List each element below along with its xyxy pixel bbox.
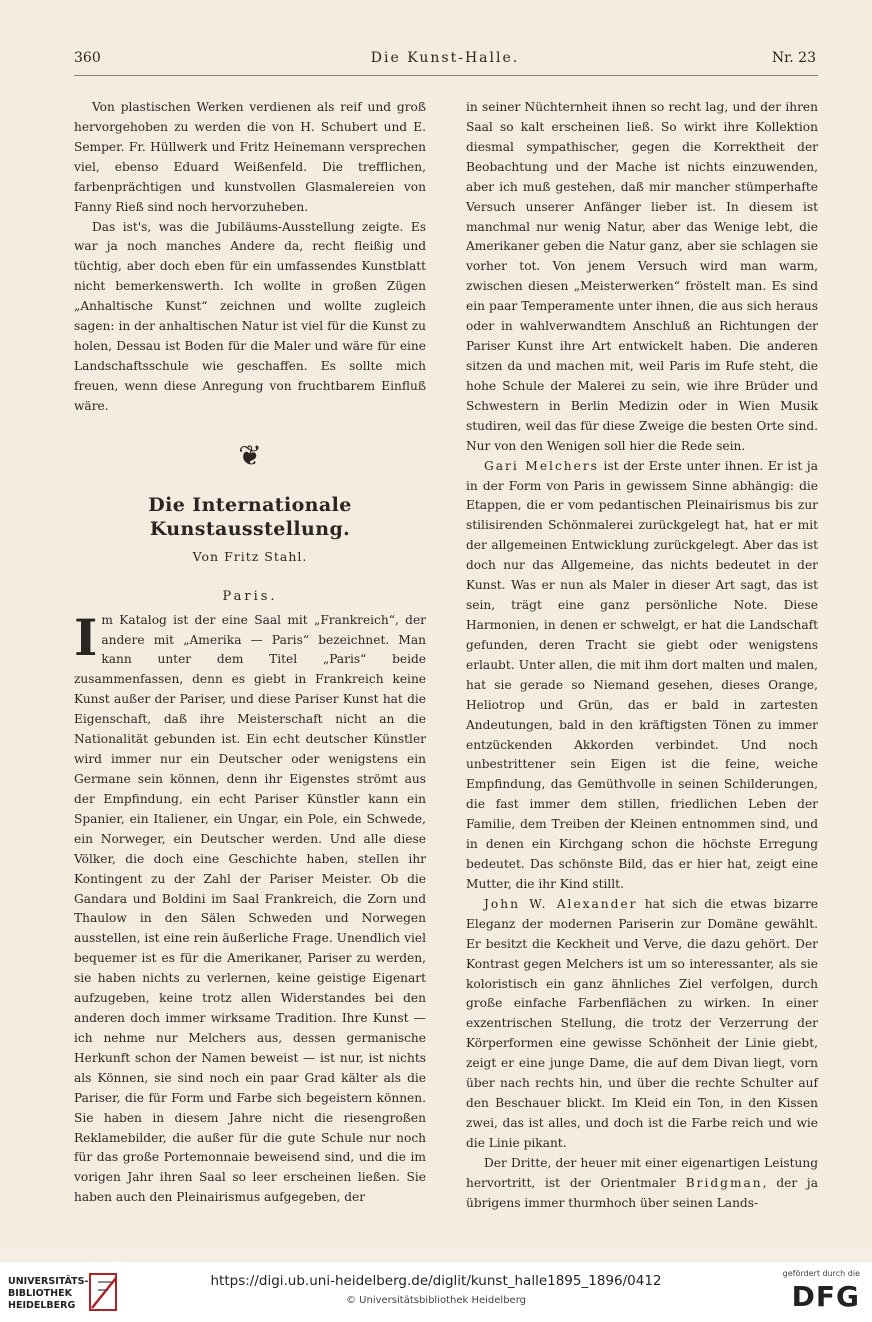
ornament-icon: ❦ — [238, 438, 262, 472]
page-number: 360 — [74, 50, 101, 66]
paragraph: Das ist's, was die Jubiläums-Ausstellung zeigte. Es war ja noch manches Andere da, recht fleißig und tüchtig, aber doch eben für ein umfassendes Kunstblatt nicht bemerkenswerth. Ich wollte in großen Zügen „Anhaltische Kunst“ zeichnen und wollte zugleich sagen: in der anhaltischen Natur ist viel für die Kunst zu holen, Dessau ist Boden für die Maler und wäre für eine Landschaftsschule wie geschaffen. Es sollte mich freuen, wenn diese Anregung von fruchtbarem Einfluß wäre. — [74, 219, 426, 413]
permalink-url[interactable]: https://digi.ub.uni-heidelberg.de/diglit/kunst_halle1895_1896/0412 — [210, 1273, 662, 1289]
paragraph: Von plastischen Werken verdienen als reif und groß hervorgehoben zu werden die von H. Schubert und E. Semper. Fr. Hüllwerk und Fritz Heinemann versprechen viel, ebenso Eduard Weißenfeld. Die trefflichen, farbenprächtigen und kunstvollen Glasmalereien von Fanny Rieß sind noch hervorzuheben. — [74, 100, 426, 214]
paragraph — [466, 895, 818, 1154]
paragraph-text: Der Dritte, der heuer mit einer eigenartigen Leistung hervortritt, ist der Orientmaler — [466, 1155, 818, 1190]
funding-note: gefördert durch die — [782, 1269, 860, 1278]
byline: Von Fritz Stahl. — [192, 548, 308, 564]
artist-name: John W. Alexander — [484, 896, 638, 911]
left-column — [74, 98, 426, 1208]
paragraph — [74, 607, 426, 1209]
paragraph-text: hat sich die etwas bizarre Eleganz der modernen Pariserin zur Domäne gewählt. Er besitzt die Keckheit und Verve, die dazu gehört. Der Kontrast gegen Melchers ist um so interessanter, als sie koloristisch ein ganz ähnliches Ziel verfolgen, durch große einfache Farbenflächen zu wirken. In einer exzentrischen Stellung, die trotz der Verzerrung der Körperformen eine gewisse Schönheit der Linie giebt, zeigt er eine junge Dame, die auf dem Divan liegt, vorn über nach rechts hin, und über die rechte Schulter auf den Beschauer blickt. Im Kleid ein Ton, in den Kissen zwei, das ist alles, und doch ist die Farbe reich und wie die Linie pikant. — [466, 896, 819, 1150]
section-heading: Paris. — [222, 588, 278, 604]
running-header — [74, 50, 816, 72]
paragraph — [466, 457, 818, 895]
paragraph-text: , der ja übrigens immer thurmhoch über seinen Lands- — [466, 1175, 818, 1210]
right-column — [466, 98, 818, 1214]
library-name-line: HEIDELBERG — [8, 1300, 76, 1311]
library-name-line: UNIVERSITÄTS- — [8, 1276, 89, 1287]
viewer-footer — [0, 1262, 872, 1322]
artist-name: Bridgman — [685, 1175, 763, 1190]
dfg-logo[interactable]: DFG — [791, 1280, 860, 1313]
copyright-notice: © Universitätsbibliothek Heidelberg — [345, 1295, 526, 1306]
issue-number: Nr. 23 — [771, 50, 816, 66]
drop-cap: I — [74, 607, 98, 667]
journal-title: Die Kunst-Halle. — [370, 50, 520, 66]
paragraph-text: m Katalog ist der eine Saal mit „Frankreich“, der andere mit „Amerika — Paris“ bezeichnet. Man kann unter dem Titel „Paris“ beide zusammenfassen, denn es giebt in Frankreich keine Kunst außer der Pariser, und diese Pariser Kunst hat die Eigenschaft, daß ihre Meisterschaft nicht an die Nationalität gebunden ist. Ein echt deutscher Künstler wird immer nur ein Deutscher oder wenigstens ein Germane sein können, denn ihr Eigenstes strömt aus der Empfindung, ein echt Pariser Künstler kann ein Spanier, ein Italiener, ein Ungar, ein Pole, ein Schwede, ein Norweger, ein Deutscher werden. Und alle diese Völker, die doch eine Geschichte haben, stellen ihr Kontingent zu der Zahl der Pariser Meister. Ob die Gandara und Boldini im Saal Frankreich, die Zorn und Thaulow in den Sälen Schweden und Norwegen ausstellen, ist eine rein äußerliche Frage. Unendlich viel bequemer ist es für die Amerikaner, Pariser zu werden, sie haben nichts zu verlernen, keine geistige Eigenart aufzugeben, keine trotz allen Widerstandes bei den anderen doch immer wirksame Tradition. Ihre Kunst — ich nehme nur Melchers aus, dessen germanische Herkunft schon der Namen beweist — ist nur, ist nichts als Können, sie sind noch ein paar Grad kälter als die Pariser, die für Form und Farbe sich begeistern können. Sie haben in diesem Jahre nicht die riesengroßen Reklamebilder, die außer für die gute Schule nur noch für das große Portemonnaie beweisend sind, und die im vorigen Jahr ihren Saal so leer erscheinen ließen. Sie haben auch den Pleinairismus aufgegeben, der — [74, 612, 426, 1205]
article-title: Die Internationale Kunstausstellung. — [148, 493, 352, 540]
artist-name: Gari Melchers — [484, 458, 599, 473]
paragraph — [466, 1154, 818, 1214]
header-rule — [74, 75, 818, 76]
paragraph: in seiner Nüchternheit ihnen so recht lag, und der ihren Saal so kalt erscheinen ließ. So wirkt ihre Kollektion diesmal sympathischer, gegen die Korrektheit der Beobachtung und der Mache ist nichts einzuwenden, aber ich muß gestehen, daß mir mancher stümperhafte Versuch unserer Anfänger lieber ist. In diesem ist manchmal nur wenig Natur, aber das Wenige lebt, die Amerikaner geben die Natur ganz, aber sie schlagen sie vorher tot. Von jenem Versuch wird man warm, zwischen diesen „Meisterwerken“ fröstelt man. Es sind ein paar Temperamente unter ihnen, die aus sich heraus oder in wahlverwandtem Anschluß an Richtungen der Pariser Kunst ihre Art entwickelt haben. Die anderen sitzen da und machen mit, weil Paris im Rufe steht, die hohe Schule der Malerei zu sein, wie ihre Brüder und Schwestern in Berlin Medizin oder in Wien Musik studiren, weil das für diese Zweige die besten Orte sind. Nur von den Wenigen soll hier die Rede sein. — [466, 100, 818, 453]
paragraph-text: ist der Erste unter ihnen. Er ist ja in der Form von Paris in gewissem Sinne abhängig: die Etappen, die er vom pedantischen Pleinairismus bis zur stilisirenden Schönmalerei zurückgelegt hat, hat er mit der allgemeinen Entwicklung zurückgelegt. Aber das ist doch nur das Allgemeine, das nichts bedeutet in der Kunst. Was er nun als Maler in dieser Art sagt, das ist sein, trägt eine ganz persönliche Note. Diese Harmonien, in denen er schwelgt, er hat die Landschaft gefunden, deren Tracht sie giebt oder wenigstens erlaubt. Unter allen, die mit ihm dort malten und malen, hat sie gerade so Niemand gesehen, dieses Orange, Heliotrop und Grün, das er bald in zartesten Andeutungen, bald in den kräftigsten Tönen zu immer entzückenden Akkorden verbindet. Und noch unbestrittener sein Eigen ist die feine, weiche Empfindung, das Gemüthvolle in seinen Schilderungen, die fast immer dem stillen, friedlichen Leben der Familie, dem Treiben der Kleinen entnommen sind, und in denen ein Kirchgang schon die höchste Erregung bedeutet. Das schönste Bild, das er hier hat, zeigt eine Mutter, die ihr Kind stillt. — [466, 458, 818, 891]
library-name-line: BIBLIOTHEK — [8, 1288, 72, 1299]
